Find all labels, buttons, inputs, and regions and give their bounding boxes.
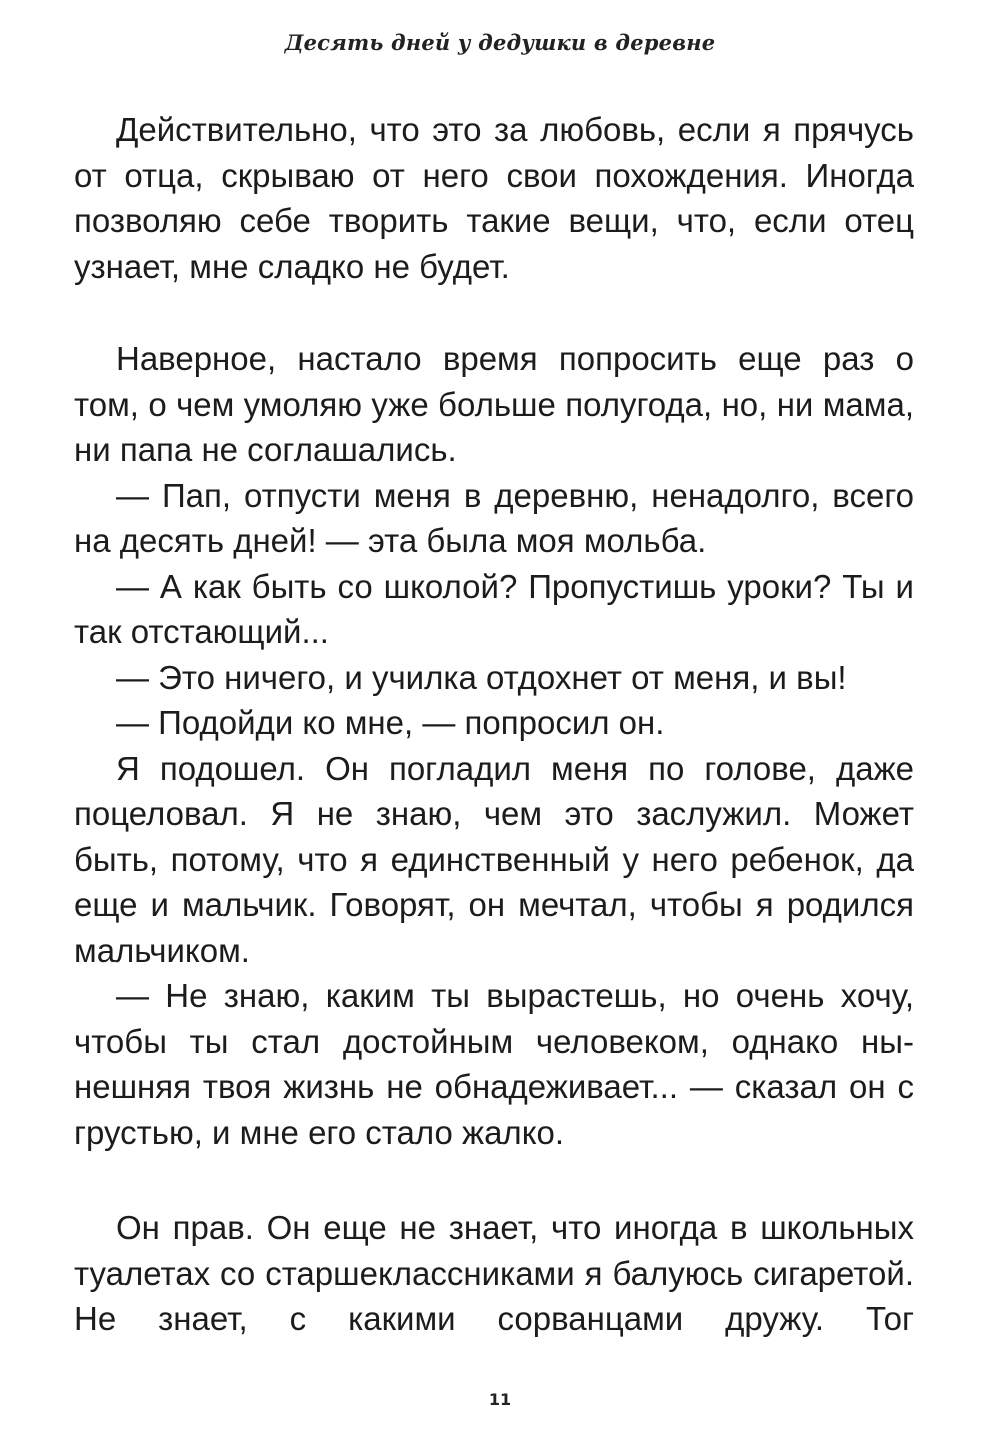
text-block-1 bbox=[74, 107, 914, 289]
dialogue-line: — Не знаю, каким ты вырастешь, но очень хочу, чтобы ты стал достойным человеком, однако нынешняя твоя жизнь не обнадеживает... — сказал он с грустью, и мне его стало жалко. bbox=[74, 977, 914, 1151]
paragraph: Он прав. Он еще не знает, что иногда в школьных туалетах со старшеклассниками я балуюсь сигаретой. Не знает, с какими сорванцами дружу. Тог bbox=[74, 1209, 914, 1337]
paragraph: Я подошел. Он погладил меня по голове, даже поцеловал. Я не знаю, чем это заслужил. Может быть, потому, что я единственный у него ребенок, да еще и мальчик. Говорят, он мечтал, чтобы я родился мальчиком. bbox=[74, 749, 914, 969]
dialogue-line: — Пап, отпусти меня в деревню, ненадолго, всего на десять дней! — эта была моя мольба. bbox=[74, 476, 914, 559]
paragraph: Действительно, что это за любовь, если я прячусь от отца, скрываю от него свои похождения. Иногда позволяю себе творить такие вещи, что, если отец узнает, мне сладко не будет. bbox=[74, 111, 914, 285]
paragraph: Наверное, настало время попросить еще раз о том, о чем умоляю уже больше полугода, но, ни мама, ни папа не соглашались. bbox=[74, 340, 914, 468]
text-block-2 bbox=[74, 336, 914, 1155]
dialogue-line: — Это ничего, и училка отдохнет от меня, и вы! bbox=[116, 658, 847, 696]
running-head: Десять дней у дедушки в деревне bbox=[284, 30, 716, 55]
dialogue-line: — А как быть со школой? Пропустишь уроки? Ты и так отстающий... bbox=[74, 567, 914, 650]
dialogue-line: — Подойди ко мне, — попросил он. bbox=[116, 704, 665, 741]
page-number: 11 bbox=[488, 1390, 512, 1409]
text-block-3 bbox=[74, 1205, 914, 1342]
